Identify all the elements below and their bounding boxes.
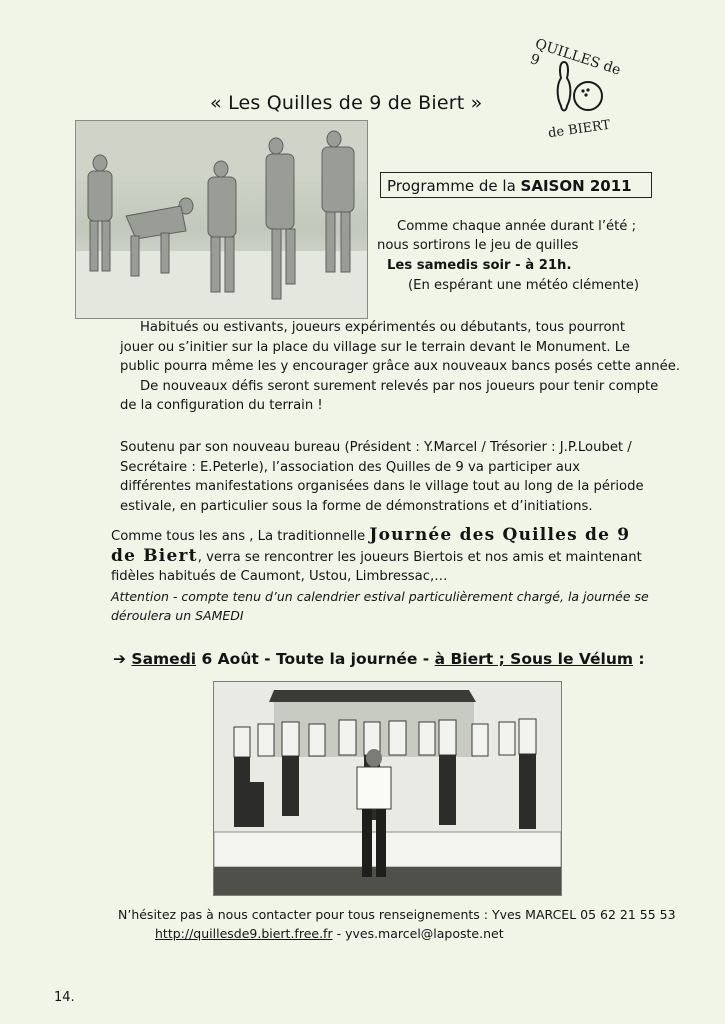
email-link[interactable]: yves.marcel@laposte.net <box>345 926 504 941</box>
arrow-icon: ➔ <box>113 650 126 668</box>
paragraph-line: Secrétaire : E.Peterle), l’association des Quilles de 9 va participer aux <box>120 459 581 475</box>
journee-title: Journée des Quilles de 9 <box>369 525 631 545</box>
event-day: Samedi <box>131 650 197 668</box>
paragraph-line: différentes manifestations organisées dans le village tout au long de la période <box>120 479 644 494</box>
programme-heading-box <box>380 172 652 198</box>
page-number: 14. <box>54 990 75 1005</box>
watercolor-players-image <box>75 120 368 319</box>
skittle-ball-icon <box>550 56 610 126</box>
event-colon: : <box>633 650 645 668</box>
paragraph-bureau <box>120 438 644 516</box>
logo-top-text: QUILLES de 9 <box>528 36 623 79</box>
intro-line-3: Les samedis soir - à 21h. <box>387 258 572 273</box>
page-title: « Les Quilles de 9 de Biert » <box>210 92 483 114</box>
paragraph-line: De nouveaux défis seront surement relevés par nos joueurs pour tenir compte <box>140 378 659 394</box>
logo-bottom-text: de BIERT <box>547 117 612 142</box>
contact-links <box>155 926 504 941</box>
intro-line-1: Comme chaque année durant l’été ; <box>397 219 637 234</box>
season-label: SAISON 2011 <box>520 177 632 195</box>
paragraph-line: jouer ou s’initier sur la place du village sur le terrain devant le Monument. Le <box>120 339 630 355</box>
attention-line-1: Attention - compte tenu d’un calendrier estival particulièrement chargé, la journée se <box>111 588 649 604</box>
paragraph-habitues <box>120 318 680 416</box>
attention-line-2: déroulera un SAMEDI <box>111 608 244 623</box>
event-date: 6 Août - Toute la journée - <box>196 650 435 668</box>
journee-line-1 <box>111 526 649 547</box>
journee-title-end: de Biert <box>111 545 198 566</box>
journee-line-2 <box>111 547 649 568</box>
intro-line-2: nous sortirons le jeu de quilles <box>377 238 579 253</box>
journee-prefix: Comme tous les ans , La traditionnelle <box>111 529 370 544</box>
contact-separator: - <box>332 926 346 941</box>
intro-line-4: (En espérant une météo clémente) <box>408 278 640 293</box>
club-logo <box>522 36 634 148</box>
website-link[interactable]: http://quillesde9.biert.free.fr <box>155 926 333 941</box>
paragraph-journee <box>111 526 649 626</box>
paragraph-line: estivale, en particulier sous la forme de démonstrations et d’initiations. <box>120 498 593 514</box>
paragraph-line: de la configuration du terrain ! <box>120 398 323 413</box>
event-place: à Biert ; Sous le Vélum <box>434 650 634 668</box>
programme-label: Programme de la <box>387 177 521 195</box>
paragraph-line: public pourra même les y encourager grâce aux nouveaux bancs posés cette année. <box>120 359 681 374</box>
contact-line: N’hésitez pas à nous contacter pour tous renseignements : Yves MARCEL 05 62 21 55 53 <box>118 907 676 922</box>
paragraph-line: Habitués ou estivants, joueurs expérimentés ou débutants, tous pourront <box>140 320 626 335</box>
event-date-line <box>113 650 645 668</box>
group-photo-image <box>213 681 562 896</box>
journee-rest: , verra se rencontrer les joueurs Biertois et nos amis et maintenant <box>197 549 642 565</box>
paragraph-line: Soutenu par son nouveau bureau (Président : Y.Marcel / Trésorier : J.P.Loubet / <box>120 440 632 455</box>
journee-line-3: fidèles habitués de Caumont, Ustou, Limbressac,… <box>111 569 448 584</box>
